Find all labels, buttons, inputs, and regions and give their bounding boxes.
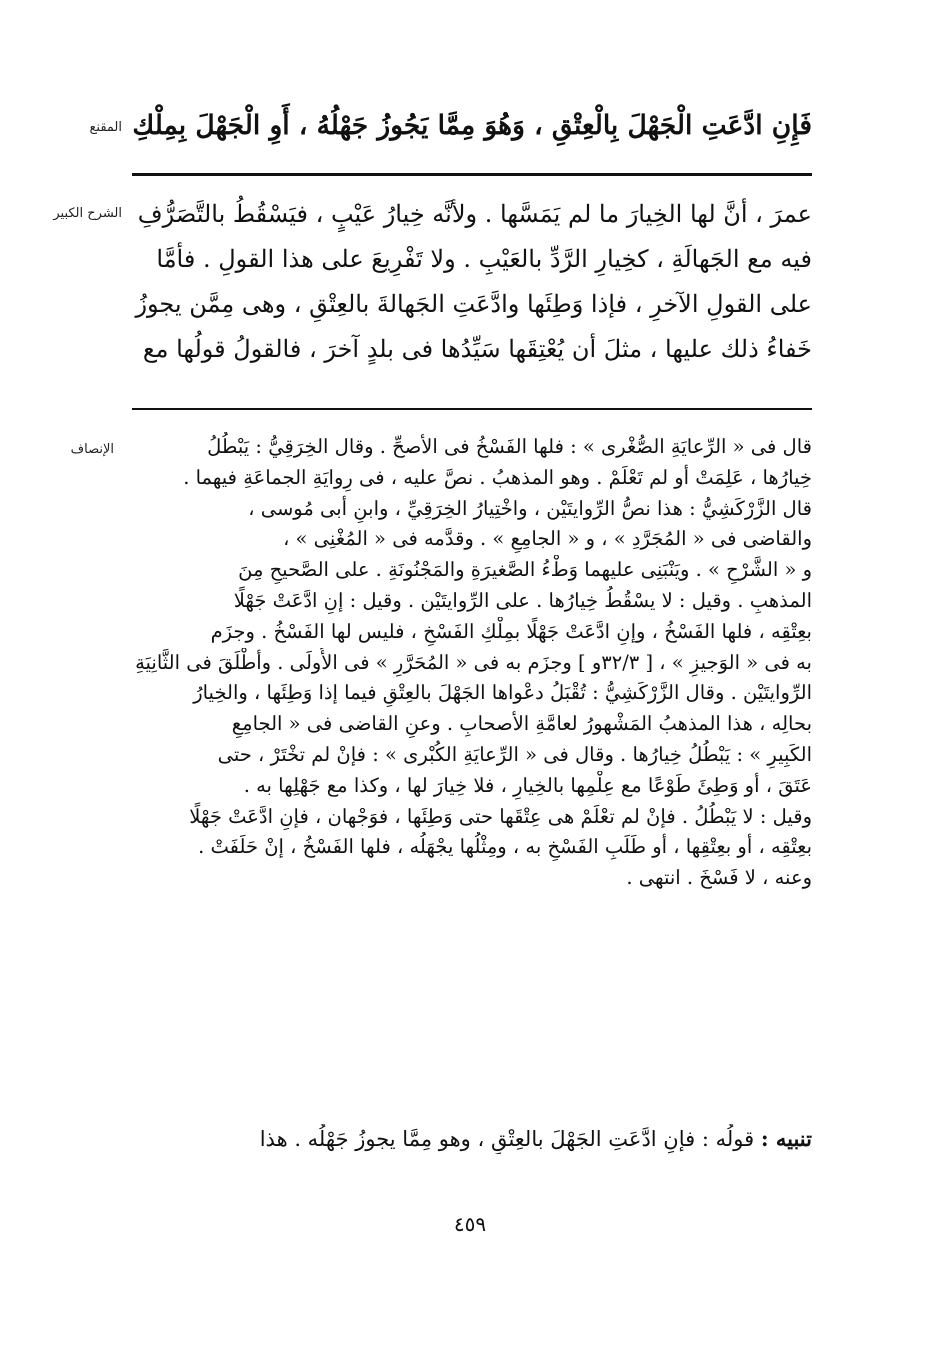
insaf-line: الرِّوايتَيْن . وقال الزَّرْكَشِيُّ : تُقْبَلُ دعْواها الجَهْلَ بالعِتْقِ فيما إذا وَطِئَها ، والخِيارُ — [193, 681, 812, 705]
insaf-line: قال الزَّرْكَشِيُّ : هذا نصُّ الرِّوايتَيْن ، واخْتِيارُ الخِرَقِيِّ ، وابنِ أبى مُوسى ، — [248, 496, 812, 520]
insaf-line: المذهبِ . وقيل : لا يسْقُطُ خِيارُها . على الرِّوايتَيْن . وقيل : إنِ ادَّعَتْ جَهْلًا — [233, 588, 812, 612]
insaf-line: الكَبِيرِ » : يَبْطُلُ خِيارُها . وقال فى « الرِّعايَةِ الكُبْرى » : فإنْ لم تخْتَرْ ، حتى — [217, 742, 812, 766]
muqni-text — [132, 100, 812, 152]
label-sharh: الشرح الكبير — [53, 206, 122, 221]
sharh-line: على القولِ الآخرِ ، فإذا وَطِئَها وادَّعَتِ الجَهالةَ بالعِتْقِ ، وهى مِمَّن يجوزُ — [135, 290, 812, 318]
muqni-line: فَإِنِ ادَّعَتِ الْجَهْلَ بِالْعِتْقِ ، وَهُوَ مِمَّا يَجُوزُ جَهْلُهُ ، أَوِ الْجَهْلَ بِمِلْكِ — [132, 110, 812, 141]
insaf-text — [132, 432, 812, 894]
page-number: ٤٥٩ — [453, 1212, 487, 1236]
divider-thin — [132, 408, 812, 410]
label-insaf: الإنصاف — [70, 442, 114, 457]
insaf-line: وعنه ، لا فَسْخَ . انتهى . — [626, 866, 812, 890]
insaf-line: قال فى « الرِّعايَةِ الصُّغْرى » : فلها الفَسْخُ فى الأصحِّ . وقال الخِرَقِيُّ : يَبْطُلُ — [207, 435, 812, 458]
tanbih-body: قولُه : فإنِ ادَّعَتِ الجَهْلَ بالعِتْقِ ، وهو مِمَّا يجوزُ جَهْلُه . هذا — [259, 1127, 761, 1151]
sharh-line: عمرَ ، أنَّ لها الخِيارَ ما لم يَمَسَّها . ولأنَّه خِيارُ عَيْبٍ ، فيَسْقُطُ بالتَّصَرُّفِ — [137, 200, 812, 228]
tanbih-line — [132, 1124, 812, 1154]
sharh-line: فيه مع الجَهالَةِ ، كخِيارِ الرَّدِّ بالعَيْبِ . ولا تَفْرِيعَ على هذا القولِ . فأمَّا — [156, 245, 812, 273]
insaf-line: به فى « الوَجيزِ » ، [ ٣٢/٣و ] وجزَم به فى « المُحَرَّرِ » فى الأُولَى . وأطْلَقَ فى الثَّانِيَةِ — [135, 650, 812, 674]
insaf-line: وقيل : لا يَبْطُلُ . فإنْ لم تعْلَمْ هى عِتْقَها حتى وَطِئَها ، فوَجْهان ، فإنِ ادَّعَتْ جَهْلًا — [189, 804, 812, 828]
sharh-line: خَفاءُ ذلك عليها ، مثلَ أن يُعْتِقَها سَيِّدُها فى بلدٍ آخرَ ، فالقولُ قولُها مع — [142, 335, 812, 363]
insaf-line: عَتَقَ ، أو وَطِئَ طَوْعًا مع عِلْمِها بالخِيارِ ، فلا خِيارَ لها ، وكذا مع جَهْلِها به . — [243, 773, 812, 797]
label-muqni: المقنع — [89, 120, 122, 135]
tanbih-lead: تنبيه : — [760, 1126, 812, 1151]
insaf-line: بعِتْقِه ، فلها الفَسْخُ ، وإنِ ادَّعَتْ جَهْلًا بمِلْكِ الفَسْخِ ، فليس لها الفَسْخُ . وجزَم — [210, 619, 812, 643]
insaf-line: والقاضى فى « المُجَرَّدِ » ، و « الجامِعِ » . وقدَّمه فى « المُغْنِى » ، — [283, 527, 812, 551]
insaf-line: بعِتْقِه ، أو بعِتْقِها ، أو طَلَبِ الفَسْخِ به ، ومِثْلُها يجْهَلُه ، فلها الفَسْخُ ، إنْ حَلَفَتْ . — [198, 835, 812, 859]
divider-thick — [132, 173, 812, 176]
sharh-text — [132, 192, 812, 372]
insaf-line: خِيارُها ، عَلِمَتْ أو لم تَعْلَمْ . وهو المذهبُ . نصَّ عليه ، فى رِوايَةِ الجماعَةِ فيهما . — [183, 465, 812, 489]
insaf-line: بحالِه ، هذا المذهبُ المَشْهورُ لعامَّةِ الأصحابِ . وعنِ القاضى فى « الجامِعِ — [231, 712, 812, 736]
tanbih-note — [132, 1124, 812, 1154]
insaf-line: و « الشَّرْحِ » . ويَنْبَنِى عليهما وَطْءُ الصَّغيرَةِ والمَجْنُونَةِ . على الصَّحيحِ مِنَ — [238, 558, 812, 582]
